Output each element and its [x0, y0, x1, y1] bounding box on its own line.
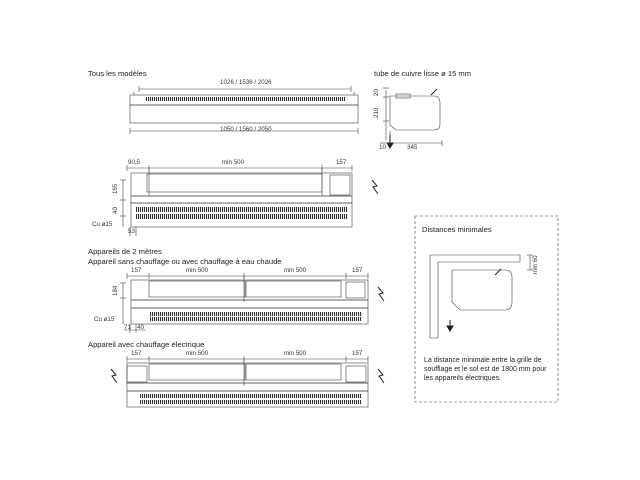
- dim-53: 53: [128, 228, 135, 235]
- dim-min500-c: min 500: [284, 267, 307, 274]
- title-no-heating: Appareil sans chauffage ou avec chauffage à eau chaude: [88, 257, 282, 266]
- mounting-view-electric: [127, 356, 368, 407]
- title-two-metre: Appareils de 2 mètres: [88, 247, 162, 256]
- mounting-view-1: [120, 165, 352, 236]
- dim-40-b: 40: [137, 324, 144, 331]
- title-copper-tube: tube de cuivre lisse ø 15 mm: [374, 69, 472, 78]
- dim-157-d: 157: [131, 350, 142, 357]
- dim-71: 71: [124, 324, 131, 331]
- dim-min500-b: min 500: [186, 267, 209, 274]
- dim-min60: min 60: [532, 255, 539, 274]
- dim-min500-e: min 500: [284, 350, 307, 357]
- dim-157-b: 157: [131, 267, 142, 274]
- dim-165: 165: [112, 183, 119, 194]
- dim-157-a: 157: [336, 159, 347, 166]
- min-distance-sketch: [430, 255, 533, 338]
- dim-side-10: 10: [379, 144, 386, 151]
- grille-patterns: [136, 97, 362, 404]
- dim-side-20: 20: [373, 89, 380, 96]
- dim-157-c: 157: [352, 267, 363, 274]
- title-electric: Appareil avec chauffage électrique: [88, 340, 205, 349]
- dim-top-width: 1026 / 1536 / 2026: [220, 79, 272, 86]
- dim-side-210: 210: [373, 107, 380, 118]
- dim-min500-a: min 500: [222, 159, 245, 166]
- cu15-a: Cu ø15: [92, 221, 113, 228]
- title-min-distances: Distances minimales: [422, 225, 492, 234]
- dim-184: 184: [112, 285, 119, 296]
- title-all-models: Tous les modèles: [88, 69, 147, 78]
- dim-40-a: 40: [112, 207, 119, 214]
- dim-157-e: 157: [352, 350, 363, 357]
- side-view: [380, 88, 442, 146]
- mounting-view-2: [120, 273, 368, 333]
- arrow-icon: [431, 89, 437, 95]
- cu15-b: Cu ø15: [94, 316, 115, 323]
- dim-min500-d: min 500: [186, 350, 209, 357]
- min-distance-note: La distance minimale entre la grille de soufflage et le sol est de 1800 mm pour les appareils électriques.: [424, 357, 547, 382]
- dim-side-345: 345: [407, 144, 418, 151]
- dim-bottom-width: 1050 / 1560 / 2050: [220, 126, 272, 133]
- dim-90-5: 90,5: [128, 159, 141, 166]
- electric-symbol-icon: [372, 180, 378, 194]
